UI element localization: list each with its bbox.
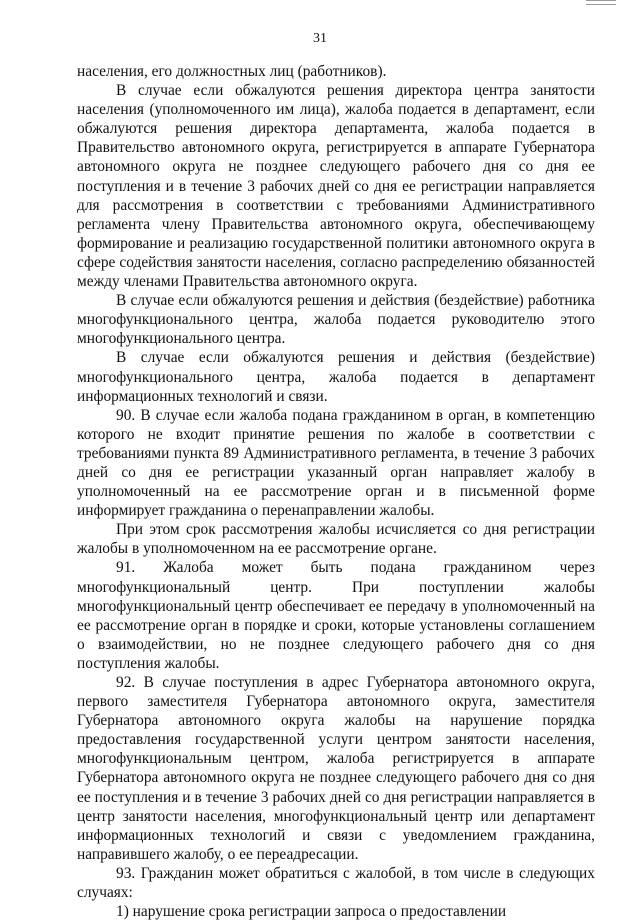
paragraph-item-92: 92. В случае поступления в адрес Губернатора автономного округа, первого заместителя Губернатора автономного округа, заместителя Губернатора автономного округа жалобы на нарушение порядка предоставления государственной услуги центром занятости населения, многофункциональным центром, жалоба регистрируется в аппарате Губернатора автономного округа не позднее следующего рабочего дня со дня ее поступления и в течение 3 рабочих дней со дня регистрации направляется в центр занятости населения, многофункциональный центр или департамент информационных технологий и связи с уведомлением гражданина, направившего жалобу, о ее переадресации. [77,674,595,863]
paragraph-item-90: 90. В случае если жалоба подана гражданином в орган, в компетенцию которого не входит принятие решения по жалобе в соответствии с требованиями пункта 89 Административного регламента, в течение 3 рабочих дней со дня ее регистрации указанный орган направляет жалобу в уполномоченный на ее рассмотрение орган и в письменной форме информирует гражданина о перенаправлении жалобы. [77,406,595,520]
paragraph-mfc-worker-complaint: В случае если обжалуются решения и действия (бездействие) работника многофункционального центра, жалоба подается руководителю этого многофункционального центра. [77,292,595,348]
paragraph-director-complaint: В случае если обжалуются решения директора центра занятости населения (уполномоченного им лица), жалоба подается в департамент, если обжалуются решения директора департамента, жалоба подается в Правительство автономного округа, регистрируется в аппарате Губернатора автономного округа не позднее следующего рабочего дня со дня ее поступления и в течение 3 рабочих дней со дня ее регистрации направляется для рассмотрения в соответствии с требованиями Административного регламента члену Правительства автономного округа, обеспечивающему формирование и реализацию государственной политики автономного округа в сфере содействия занятости населения, согласно распределению обязанностей между членами Правительства автономного округа. [77,82,595,291]
page-number: 31 [313,31,327,46]
paragraph-review-term: При этом срок рассмотрения жалобы исчисляется со дня регистрации жалобы в уполномоченном на ее рассмотрение органе. [77,521,595,558]
document-body [77,62,595,921]
paragraph-item-91: 91. Жалоба может быть подана гражданином через многофункциональный центр. При поступлении жалобы многофункциональный центр обеспечивает ее передачу в уполномоченный на ее рассмотрение орган в порядке и сроки, которые установлены соглашением о взаимодействии, но не позднее следующего рабочего дня со дня поступления жалобы. [77,559,595,672]
paragraph-continuation: населения, его должностных лиц (работников). [77,63,387,80]
paragraph-list-item-1: 1) нарушение срока регистрации запроса о предоставлении [116,903,507,921]
scan-edge-mark [586,0,616,5]
paragraph-mfc-complaint: В случае если обжалуются решения и действия (бездействие) многофункционального центра, жалоба подается в департамент информационных технологий и связи. [77,349,595,405]
paragraph-item-93: 93. Гражданин может обратиться с жалобой, в том числе в следующих случаях: [77,864,595,902]
